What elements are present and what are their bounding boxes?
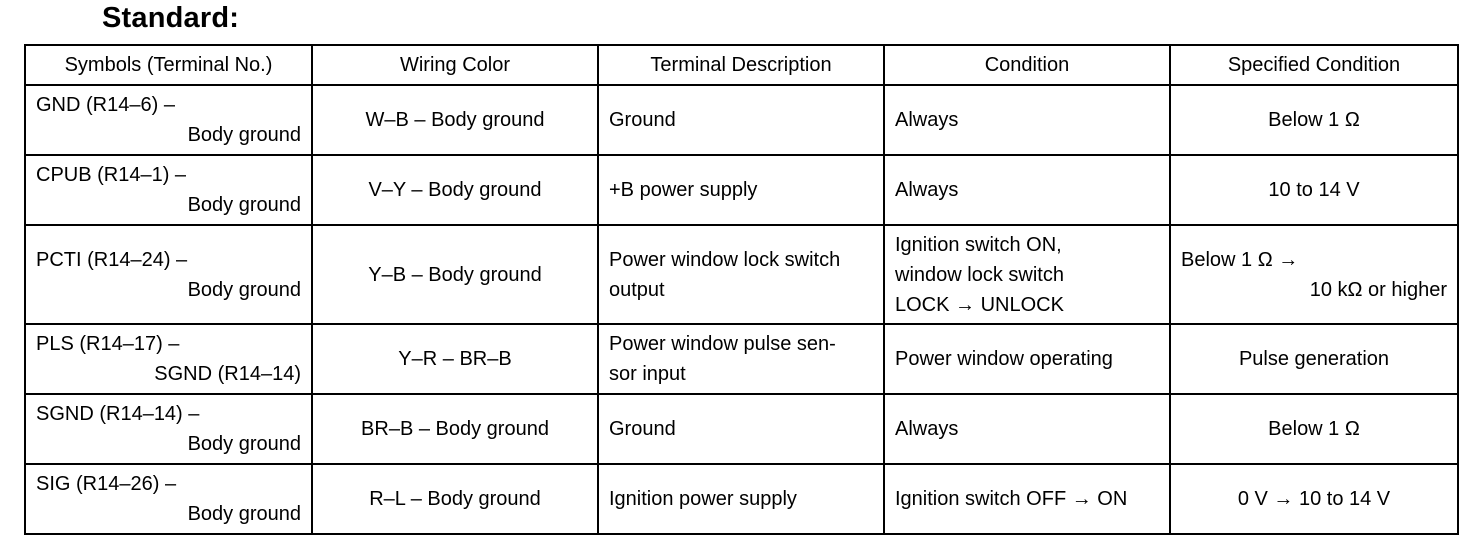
symbol-terminal: CPUB (R14–1) – <box>36 164 187 186</box>
specified-condition-cell: 0 V → 10 to 14 V <box>1170 464 1458 534</box>
symbol-terminal: GND (R14–6) – <box>36 94 175 116</box>
description-cell: Ground <box>598 394 884 464</box>
table-row <box>25 394 1458 464</box>
specified-condition-cell <box>1170 225 1458 324</box>
description-cell <box>598 225 884 324</box>
specified-condition-cell: Below 1 Ω <box>1170 85 1458 155</box>
symbol-reference: Body ground <box>187 194 301 216</box>
table-row <box>25 324 1458 394</box>
symbol-reference: Body ground <box>187 433 301 455</box>
condition-cell: Always <box>884 85 1170 155</box>
specified-condition-cell: Below 1 Ω <box>1170 394 1458 464</box>
column-header-condition: Condition <box>884 45 1170 85</box>
wiring-color-cell: W–B – Body ground <box>312 85 598 155</box>
table-row <box>25 225 1458 324</box>
symbol-reference: Body ground <box>187 278 301 301</box>
wiring-color-cell: BR–B – Body ground <box>312 394 598 464</box>
table-row <box>25 464 1458 534</box>
description-line: Power window pulse sen- <box>609 333 836 355</box>
condition-cell <box>884 225 1170 324</box>
symbol-cell <box>25 85 312 155</box>
column-header-symbols: Symbols (Terminal No.) <box>25 45 312 85</box>
symbol-reference: Body ground <box>187 503 301 525</box>
description-cell <box>598 324 884 394</box>
symbol-terminal: PCTI (R14–24) – <box>36 248 188 271</box>
condition-cell: Always <box>884 155 1170 225</box>
symbol-cell <box>25 464 312 534</box>
symbol-cell <box>25 394 312 464</box>
condition-cell: Always <box>884 394 1170 464</box>
terminal-spec-table <box>24 44 1459 535</box>
symbol-reference: SGND (R14–14) <box>154 363 301 385</box>
symbol-cell <box>25 155 312 225</box>
symbol-terminal: SIG (R14–26) – <box>36 473 177 495</box>
symbol-terminal: PLS (R14–17) – <box>36 333 180 355</box>
wiring-color-cell: Y–B – Body ground <box>312 225 598 324</box>
description-line: output <box>609 278 665 301</box>
description-line: Power window lock switch <box>609 248 841 271</box>
wiring-color-cell: V–Y – Body ground <box>312 155 598 225</box>
column-header-specified-condition: Specified Condition <box>1170 45 1458 85</box>
column-header-wiring-color: Wiring Color <box>312 45 598 85</box>
condition-line: LOCK → UNLOCK <box>895 293 1064 316</box>
condition-line: window lock switch <box>895 263 1064 286</box>
description-cell: Ground <box>598 85 884 155</box>
condition-cell: Ignition switch OFF → ON <box>884 464 1170 534</box>
description-cell: Ignition power supply <box>598 464 884 534</box>
wiring-color-cell: Y–R – BR–B <box>312 324 598 394</box>
table-header-row <box>25 45 1458 85</box>
table-row <box>25 85 1458 155</box>
column-header-terminal-description: Terminal Description <box>598 45 884 85</box>
specified-line: Below 1 Ω → <box>1181 248 1299 271</box>
symbol-cell <box>25 324 312 394</box>
description-line: sor input <box>609 363 686 385</box>
condition-cell: Power window operating <box>884 324 1170 394</box>
condition-line: Ignition switch ON, <box>895 233 1062 256</box>
specified-condition-cell: Pulse generation <box>1170 324 1458 394</box>
symbol-cell <box>25 225 312 324</box>
specified-condition-cell: 10 to 14 V <box>1170 155 1458 225</box>
wiring-color-cell: R–L – Body ground <box>312 464 598 534</box>
section-heading: Standard: <box>102 2 240 34</box>
symbol-terminal: SGND (R14–14) – <box>36 403 200 425</box>
symbol-reference: Body ground <box>187 124 301 146</box>
description-cell: +B power supply <box>598 155 884 225</box>
specified-line: 10 kΩ or higher <box>1309 278 1447 301</box>
table-row <box>25 155 1458 225</box>
